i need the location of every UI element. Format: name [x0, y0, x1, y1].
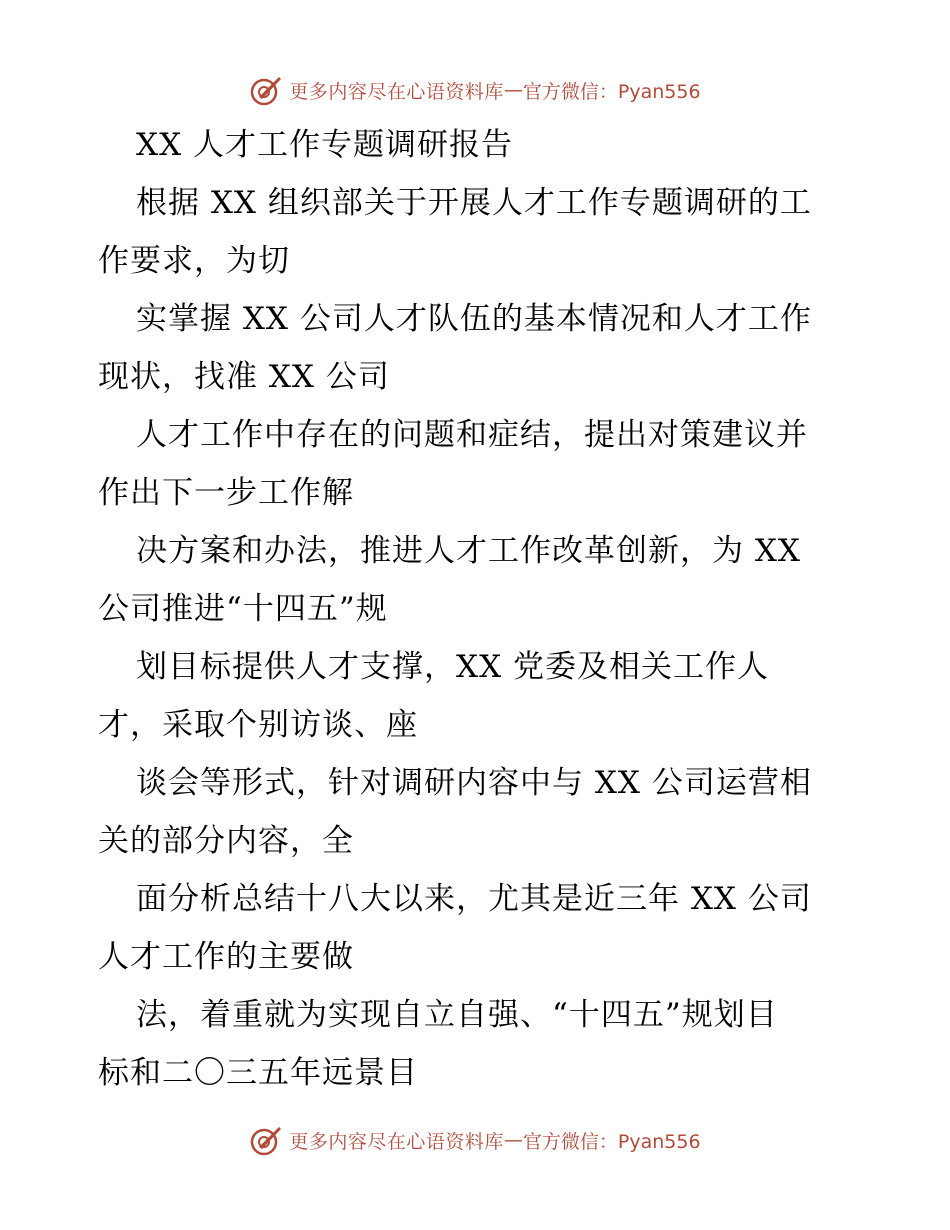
footer-banner-text: 更多内容尽在心语资料库 — [289, 1130, 504, 1153]
header-banner-text: 更多内容尽在心语资料库 — [289, 80, 504, 103]
paragraph-line: 划目标提供人才支撑，XX 党委及相关工作人 — [136, 649, 769, 685]
paragraph-line: 标和二〇三五年远景目 — [98, 1055, 418, 1091]
paragraph-line: 才，采取个别访谈、座 — [98, 707, 418, 743]
document-title: XX 人才工作专题调研报告 — [136, 127, 513, 163]
paragraph-line: 面分析总结十八大以来，尤其是近三年 XX 公司 — [136, 881, 812, 917]
paragraph-line: 人才工作的主要做 — [98, 939, 354, 975]
quill-logo-icon — [249, 73, 283, 107]
document-body — [98, 116, 858, 1102]
header-banner — [0, 70, 950, 110]
header-banner-separator: — — [503, 79, 523, 101]
paragraph-line: 谈会等形式，针对调研内容中与 XX 公司运营相 — [136, 765, 812, 801]
paragraph-line: 作要求，为切 — [98, 243, 290, 279]
footer-banner-wechat: 官方微信：Pyan556 — [522, 1130, 701, 1153]
quill-logo-icon — [249, 1123, 283, 1157]
footer-banner-separator: — — [503, 1129, 523, 1151]
paragraph-line: 法，着重就为实现自立自强、“十四五”规划目 — [136, 997, 778, 1033]
paragraph-line: 根据 XX 组织部关于开展人才工作专题调研的工 — [136, 185, 812, 221]
paragraph-line: 作出下一步工作解 — [98, 475, 354, 511]
paragraph-line: 决方案和办法，推进人才工作改革创新，为 XX — [136, 533, 801, 569]
footer-banner — [0, 1120, 950, 1160]
paragraph-line: 公司推进“十四五”规 — [98, 591, 388, 627]
paragraph-line: 关的部分内容，全 — [98, 823, 354, 859]
header-banner-wechat: 官方微信：Pyan556 — [522, 80, 701, 103]
paragraph-line: 实掌握 XX 公司人才队伍的基本情况和人才工作 — [136, 301, 812, 337]
paragraph-line: 人才工作中存在的问题和症结，提出对策建议并 — [136, 417, 808, 453]
paragraph-line: 现状，找准 XX 公司 — [98, 359, 390, 395]
